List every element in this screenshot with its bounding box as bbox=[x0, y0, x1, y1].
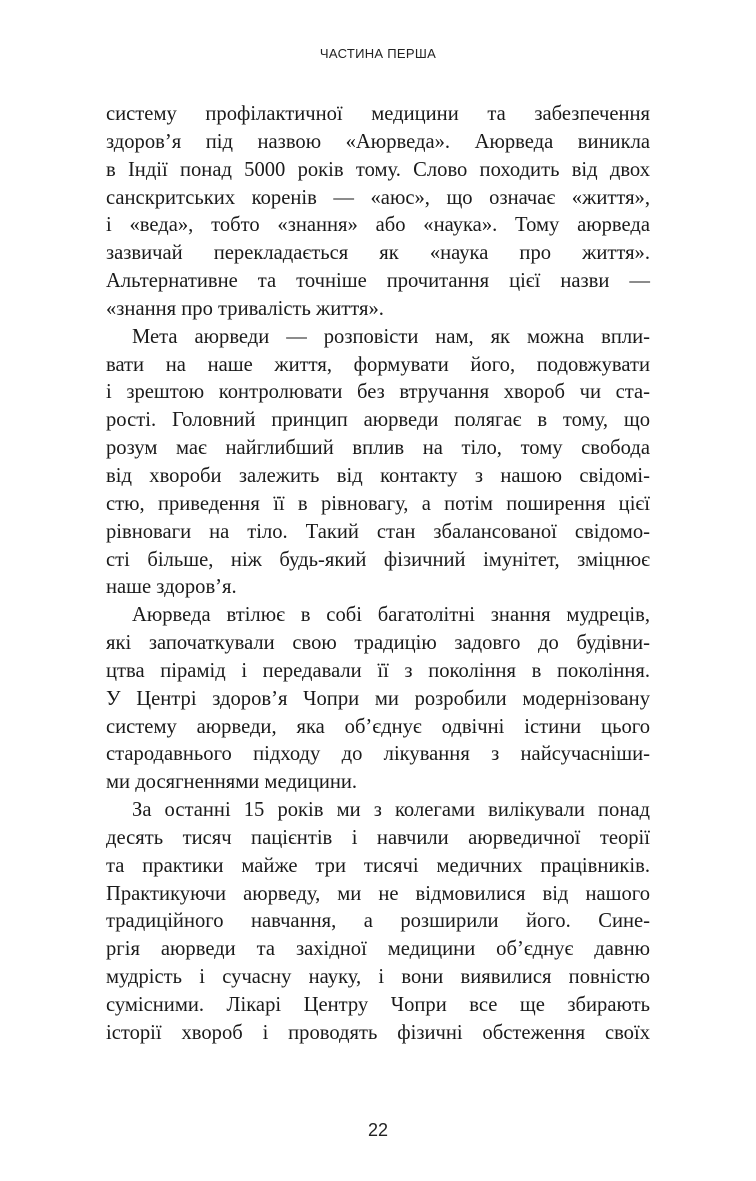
text-line: «знання про тривалість життя». bbox=[106, 297, 384, 320]
text-line: За останні 15 років ми з колегами вилікували понад bbox=[132, 799, 650, 822]
text-line: Аюрведа втілює в собі багатолітні знання мудреців, bbox=[132, 604, 650, 627]
text-line: систему профілактичної медицини та забезпечення bbox=[106, 103, 650, 125]
text-line: і «веда», тобто «знання» або «наука». Тому аюрведа bbox=[106, 214, 650, 237]
text-line: здоров’я під назвою «Аюрведа». Аюрведа виникла bbox=[106, 130, 650, 153]
text-line: історії хвороб і проводять фізичні обстеження своїх bbox=[106, 1021, 650, 1044]
text-line: від хвороби залежить від контакту з нашою свідомі- bbox=[106, 464, 650, 487]
text-line: ми досягненнями медицини. bbox=[106, 771, 358, 794]
text-line: стародавнього підходу до лікування з найсучасніши- bbox=[106, 743, 650, 766]
text-line: наше здоров’я. bbox=[106, 576, 237, 599]
text-line: санскритських коренів — «аюс», що означає «життя», bbox=[106, 186, 650, 209]
text-line: зазвичай перекладається як «наука про життя». bbox=[106, 242, 650, 265]
text-line: десять тисяч пацієнтів і навчили аюрведичної теорії bbox=[106, 826, 650, 849]
text-line: рівноваги на тіло. Такий стан збалансованої свідомо- bbox=[106, 520, 650, 543]
text-line: вати на наше життя, формувати його, подовжувати bbox=[106, 353, 650, 376]
text-line: цтва пірамід і передавали її з покоління в покоління. bbox=[106, 659, 650, 682]
text-line: традиційного навчання, а розширили його. Сине- bbox=[106, 910, 650, 933]
text-line: рості. Головний принцип аюрведи полягає в тому, що bbox=[106, 409, 650, 432]
text-line: та практики майже три тисячі медичних працівників. bbox=[106, 854, 650, 877]
paragraph-2 bbox=[106, 324, 650, 602]
text-line: мудрість і сучасну науку, і вони виявилися повністю bbox=[106, 966, 650, 989]
text-line: Практикуючи аюрведу, ми не відмовилися від нашого bbox=[106, 882, 650, 905]
text-line: У Центрі здоров’я Чопри ми розробили модернізовану bbox=[106, 687, 650, 710]
page-number: 22 bbox=[367, 1120, 389, 1140]
text-line: Альтернативне та точніше прочитання цієї назви — bbox=[106, 270, 650, 293]
body-text bbox=[106, 101, 650, 1048]
text-line: ргія аюрведи та західної медицини об’єднує давню bbox=[106, 938, 650, 961]
text-line: Мета аюрведи — розповісти нам, як можна впли- bbox=[132, 325, 650, 348]
text-line: і зрештою контролювати без втручання хвороб чи ста- bbox=[106, 381, 650, 404]
text-line: які започаткували свою традицію задовго до будівни- bbox=[106, 632, 650, 655]
paragraph-1 bbox=[106, 101, 650, 324]
running-head: ЧАСТИНА ПЕРША bbox=[319, 46, 437, 61]
text-line: сті більше, ніж будь-який фізичний імунітет, зміцнює bbox=[106, 548, 650, 571]
paragraph-4 bbox=[106, 797, 650, 1048]
text-line: розум має найглибший вплив на тіло, тому свобода bbox=[106, 437, 650, 460]
text-line: сумісними. Лікарі Центру Чопри все ще збирають bbox=[106, 994, 650, 1016]
text-line: стю, приведення її в рівновагу, а потім поширення цієї bbox=[106, 492, 650, 515]
text-line: систему аюрведи, яка об’єднує одвічні істини цього bbox=[106, 715, 650, 738]
text-line: в Індії понад 5000 років тому. Слово походить від двох bbox=[106, 158, 650, 181]
paragraph-3 bbox=[106, 602, 650, 797]
